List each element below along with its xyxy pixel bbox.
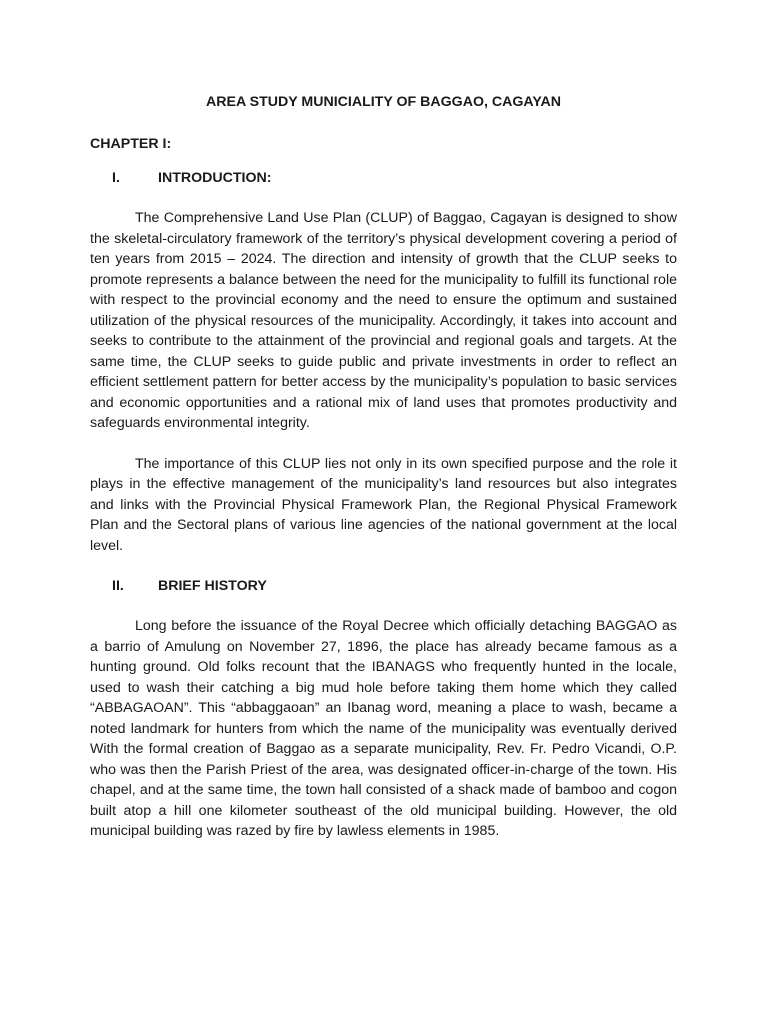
history-paragraph-1: Long before the issuance of the Royal Decree which officially detaching BAGGAO as a barrio of Amulung on November 27, 1896, the place has already became famous as a hunting ground. Old folks recount that the IBANAGS who frequently hunted in the locale, used to wash their catching a big mud hole before taking them home which they called “ABBAGAOAN”. This “abbaggaoan” an Ibanag word, meaning a place to wash, became a noted landmark for hunters from which the name of the municipality was eventually derived With the formal creation of Baggao as a separate municipality, Rev. Fr. Pedro Vicandi, O.P. who was then the Parish Priest of the area, was designated officer-in-charge of the town. His chapel, and at the same time, the town hall consisted of a shack made of bamboo and cogon built atop a hill one kilometer southeast of the old municipal building. However, the old municipal building was razed by fire by lawless elements in 1985. (90, 618, 677, 839)
section-title: BRIEF HISTORY (158, 578, 267, 594)
section-heading-brief-history (90, 576, 677, 596)
introduction-paragraph-1: The Comprehensive Land Use Plan (CLUP) of Baggao, Cagayan is designed to show the skeletal-circulatory framework of the territory’s physical development covering a period of ten years from 2015 – 2024. The direction and intensity of growth that the CLUP seeks to promote represents a balance between the need for the municipality to fulfill its functional role with respect to the provincial economy and the need to ensure the optimum and sustained utilization of the physical resources of the municipality. Accordingly, it takes into account and seeks to contribute to the attainment of the provincial and regional goals and targets. At the same time, the CLUP seeks to guide public and private investments in order to reflect an efficient settlement pattern for better access by the municipality’s population to basic services and economic opportunities and a rational mix of land uses that promotes productivity and safeguards environmental integrity. (90, 210, 677, 431)
document-page (90, 92, 677, 842)
section-heading-introduction (90, 168, 677, 188)
introduction-paragraph-2: The importance of this CLUP lies not only in its own specified purpose and the role it plays in the effective management of the municipality’s land resources but also integrates and links with the Provincial Physical Framework Plan, the Regional Physical Framework Plan and the Sectoral plans of various line agencies of the national government at the local level. (90, 455, 677, 554)
chapter-heading: CHAPTER I: (90, 136, 172, 152)
section-number: II. (112, 578, 124, 594)
document-title: AREA STUDY MUNICIALITY OF BAGGAO, CAGAYAN (206, 94, 561, 110)
section-title: INTRODUCTION: (158, 170, 272, 186)
section-number: I. (112, 170, 120, 186)
